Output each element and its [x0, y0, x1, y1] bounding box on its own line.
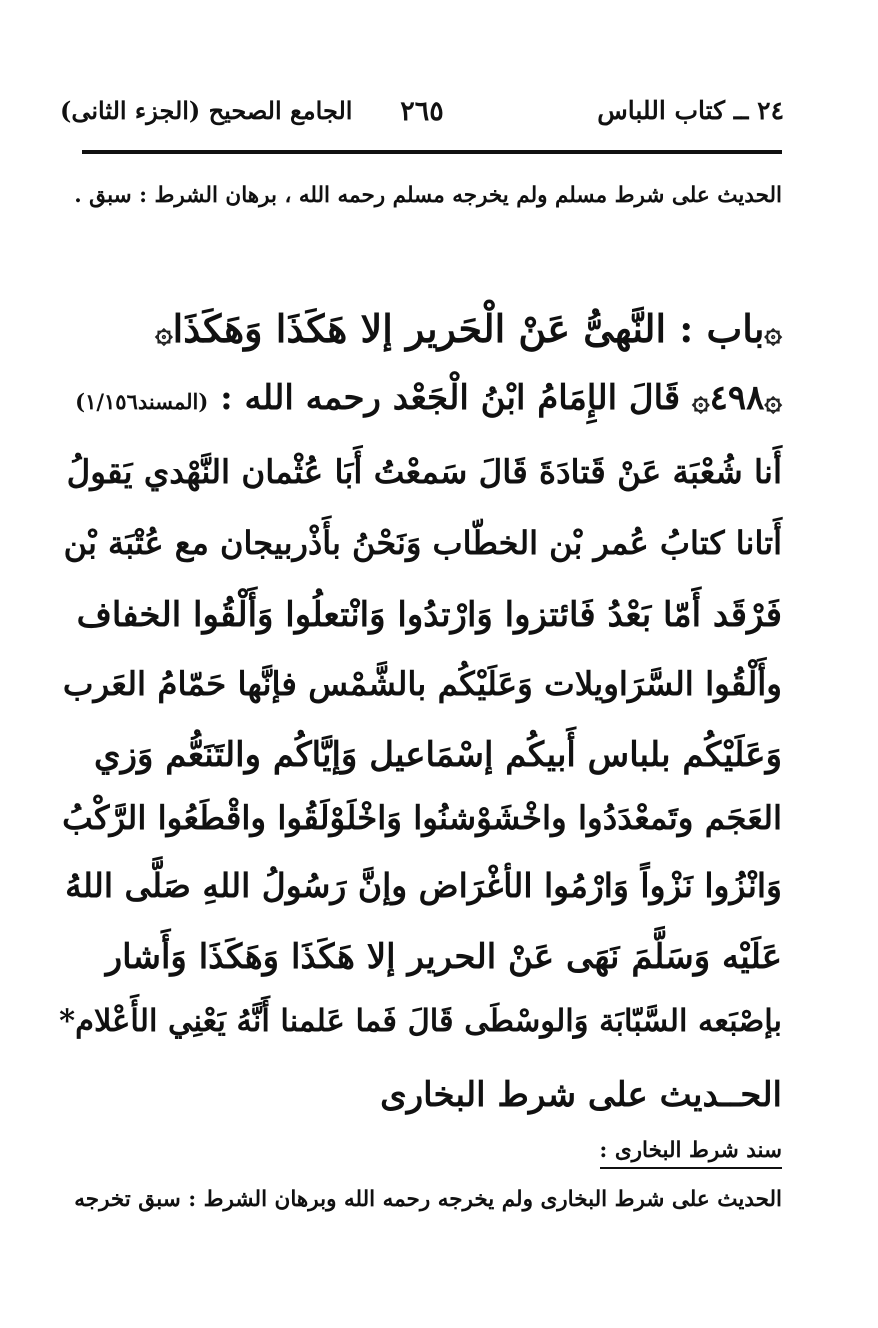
header-divider	[82, 150, 782, 154]
hadith-intro: قَالَ الإِمَامُ ابْنُ الْجَعْد رحمه الله :	[220, 378, 681, 418]
hadith-text-line: العَجَم وتَمعْدَدُوا واخْشَوْشنُوا وَاخْلَوْلَقُوا واقْطَعُوا الرَّكْبُ	[62, 798, 782, 837]
page-header	[60, 96, 784, 136]
top-footnote: الحديث على شرط مسلم ولم يخرجه مسلم رحمه الله ، برهان الشرط : سبق .	[74, 183, 782, 208]
book-title: الجامع الصحيح (الجزء الثانى)	[60, 96, 353, 125]
chapter-heading	[60, 306, 782, 351]
ornament-icon: ۞	[155, 315, 173, 350]
hadith-verdict: الحــديث على شرط البخارى	[380, 1075, 782, 1115]
hadith-text-line: فَرْقَد أَمّا بَعْدُ فَائتزوا وَارْتدُوا وَانْتعلُوا وَأَلْقُوا الخفاف	[76, 595, 782, 635]
chapter-heading-text: باب : النَّهىُّ عَنْ الْحَرير إلا هَكَذَا وَهَكَذَا	[172, 306, 765, 351]
bottom-footnote: الحديث على شرط البخارى ولم يخرجه رحمه الله وبرهان الشرط : سبق تخرجه	[74, 1187, 782, 1212]
hadith-text-line: أَنا شُعْبَة عَنْ قَتادَةَ قَالَ سَمعْتُ أَبَا عُثْمان النَّهْدي يَقولُ	[66, 452, 782, 491]
ornament-icon: ۞	[764, 315, 782, 350]
hadith-source: (المسند١/١٥٦)	[75, 389, 209, 414]
chapter-title: ٢٤ ــ كتاب اللباس	[597, 96, 784, 125]
ornament-icon: ۞	[764, 382, 782, 418]
page-number: ٢٦٥	[400, 96, 444, 127]
hadith-text-line: عَلَيْه وَسَلَّمَ نَهَى عَنْ الحرير إلا هَكَذَا وَهَكَذَا وَأَشار	[105, 937, 782, 977]
hadith-text-line: وأَلْقُوا السَّرَاويلات وَعَلَيْكُم بالشَّمْس فإنَّها حَمّامُ العَرب	[62, 664, 782, 703]
hadith-text-line: بإصْبَعه السَّبّابَة وَالوسْطَى قَالَ فَما عَلمنا أَنَّهُ يَعْنِي الأَعْلام*	[59, 1003, 782, 1039]
ornament-icon: ۞	[692, 382, 710, 418]
sanad-label: سند شرط البخارى :	[600, 1138, 782, 1169]
hadith-number: ٤٩٨	[709, 378, 765, 418]
hadith-text-line: وَانْزُوا نَزْواً وَارْمُوا الأغْرَاض وإنَّ رَسُولُ اللهِ صَلَّى اللهُ	[65, 866, 782, 905]
hadith-text-line: وَعَلَيْكُم بلباس أَبيكُم إسْمَاعيل وَإيَّاكُم والتَنَعُّم وَزي	[93, 735, 782, 775]
hadith-intro-line	[60, 378, 782, 418]
hadith-text-line: أَتانا كتابُ عُمر بْن الخطّاب وَنَحْنُ بأَذْربيجان مع عُتْبَة بْن	[63, 524, 782, 562]
